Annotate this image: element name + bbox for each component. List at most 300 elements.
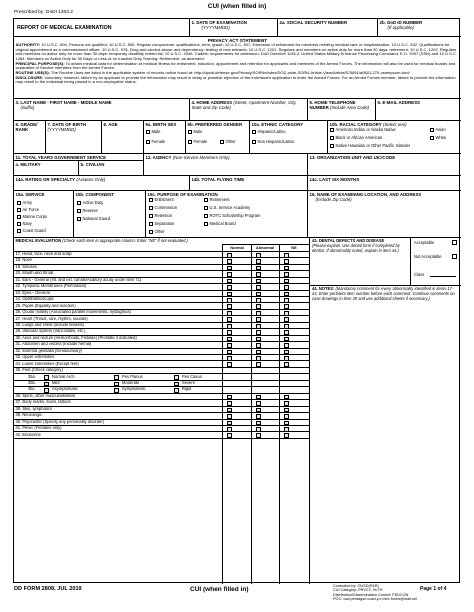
normal-checkbox[interactable] xyxy=(227,427,232,432)
cui-banner-top: CUI (when filled in) xyxy=(207,3,267,10)
normal-checkbox[interactable] xyxy=(227,343,232,348)
feet-option-checkbox[interactable] xyxy=(114,388,119,393)
feet-option-label: Mild xyxy=(52,381,60,385)
dental-label: 43. DENTAL DEFECTS AND DISEASE xyxy=(312,238,385,243)
purpose-retirement[interactable]: Retirement xyxy=(204,198,230,203)
ne-checkbox[interactable] xyxy=(284,433,289,438)
gender-other[interactable]: Other xyxy=(220,140,236,145)
exam-location-sub: (Include Zip Code) xyxy=(315,196,352,202)
rating-sub: (Aviators Only) xyxy=(76,176,106,182)
organization-field[interactable] xyxy=(308,154,461,176)
exam-item-label: 20. Mouth and throat xyxy=(15,271,54,276)
purpose-enlistment[interactable]: Enlistment xyxy=(149,198,174,203)
ne-checkbox[interactable] xyxy=(284,337,289,342)
ethnic-non-hispanic[interactable]: Non Hispanic/Latino xyxy=(252,140,294,145)
feet-option-checkbox[interactable] xyxy=(174,382,179,387)
purpose-other[interactable]: Other xyxy=(149,230,165,235)
dental-defects-field[interactable] xyxy=(310,238,461,286)
service-army[interactable]: Army xyxy=(17,201,32,206)
feet-row xyxy=(14,375,310,381)
routine-label: ROUTINE USE(S): xyxy=(15,69,50,75)
exam-location-label: 16. NAME OF EXAMINING LOCATION, AND ADDRESS xyxy=(309,191,422,197)
abnormal-checkbox[interactable] xyxy=(256,279,261,284)
dental-not-acceptable-checkbox[interactable] xyxy=(452,254,457,259)
poc-email: POC: osd.pentagon.ousd-p-r.mbx.forms@mail.mil xyxy=(333,597,417,602)
ne-checkbox[interactable] xyxy=(284,408,289,413)
civilian-years-field[interactable] xyxy=(79,161,144,176)
exam-item-label: 22. Tympanic Membranes (Perforation) xyxy=(15,284,87,289)
home-telephone-label: 5. HOME TELEPHONE NUMBER xyxy=(309,99,356,110)
ethnic-hispanic[interactable]: Hispanic/Latino xyxy=(252,130,286,135)
abnormal-checkbox[interactable] xyxy=(256,317,261,322)
exam-item-label: 40. Psychiatric (Specify any personality disorder) xyxy=(15,419,105,424)
checkbox-icon xyxy=(204,198,208,202)
agency-sub: (Non-Service Members Only) xyxy=(172,154,230,160)
race-asian[interactable]: Asian xyxy=(430,128,446,133)
checkbox-icon xyxy=(17,201,21,205)
normal-checkbox[interactable] xyxy=(227,298,232,303)
abnormal-checkbox[interactable] xyxy=(256,414,261,419)
exam-row xyxy=(14,362,310,368)
ethnic-category-label: 10a. ETHNIC CATEGORY xyxy=(251,121,304,127)
exam-row xyxy=(14,400,310,406)
ne-checkbox[interactable] xyxy=(284,311,289,316)
checkbox-icon xyxy=(220,140,224,144)
race-pacific-islander[interactable]: Native Hawaiian or Other Pacific Islander xyxy=(330,144,410,149)
service-navy[interactable]: Navy xyxy=(17,222,32,227)
component-active-duty[interactable]: Active Duty xyxy=(77,201,103,206)
normal-checkbox[interactable] xyxy=(227,304,232,309)
service-air-force[interactable]: Air Force xyxy=(17,208,39,213)
ne-checkbox[interactable] xyxy=(284,279,289,284)
exam-row xyxy=(14,426,310,432)
abnormal-checkbox[interactable] xyxy=(256,266,261,271)
date-of-exam-label: 1. DATE OF EXAMINATION xyxy=(191,19,247,25)
abnormal-checkbox[interactable] xyxy=(256,356,261,361)
abnormal-checkbox[interactable] xyxy=(256,362,261,367)
exam-row xyxy=(14,252,310,258)
disclosure-text: Voluntary; however, failure by an applicant to provide the information may result in delay or possible rejection of the individual's application to enter the Armed Forces. For an Armed Forces member, failure to provide the information may result in the individual being placed in a non-deployable status. xyxy=(15,74,456,85)
abnormal-checkbox[interactable] xyxy=(256,292,261,297)
age-field[interactable] xyxy=(102,121,144,154)
race-black[interactable]: Black or African American xyxy=(330,136,382,141)
ssn-field[interactable] xyxy=(278,19,378,37)
dental-class-label: Class xyxy=(414,272,425,277)
checkbox-icon xyxy=(149,222,153,226)
abnormal-checkbox[interactable] xyxy=(256,285,261,290)
preferred-gender-label: 9b. PREFERRED GENDER xyxy=(187,121,243,127)
exam-item-label: 28. Lungs and chest (Include breasts) xyxy=(15,322,84,327)
authority-label: AUTHORITY: xyxy=(15,41,41,47)
total-flying-time-field[interactable] xyxy=(190,176,308,191)
normal-checkbox[interactable] xyxy=(227,311,232,316)
cui-category: CUI Category: PRVCY, HLTH xyxy=(333,588,383,593)
normal-checkbox[interactable] xyxy=(227,259,232,264)
service-group xyxy=(14,191,74,238)
ne-checkbox[interactable] xyxy=(284,259,289,264)
normal-checkbox[interactable] xyxy=(227,324,232,329)
abnormal-checkbox[interactable] xyxy=(256,259,261,264)
dod-id-label: 2b. DoD ID NUMBER xyxy=(379,19,423,25)
birth-sex-group xyxy=(144,121,186,154)
exam-item-label: 29. Vascular system (Varicosities, etc.) xyxy=(15,329,86,334)
exam-row xyxy=(14,323,310,329)
ne-checkbox[interactable] xyxy=(284,421,289,426)
birth-sex-male[interactable]: Male xyxy=(146,130,160,135)
checkbox-icon xyxy=(204,222,208,226)
exam-item-label: 38. Skin, lymphatics xyxy=(15,406,52,411)
normal-checkbox[interactable] xyxy=(227,433,232,438)
normal-checkbox[interactable] xyxy=(227,414,232,419)
exam-row xyxy=(14,368,310,374)
checkbox-icon xyxy=(204,214,208,218)
privacy-heading: PRIVACY ACT STATEMENT xyxy=(207,37,268,43)
home-address-field[interactable] xyxy=(190,99,308,121)
purpose-separation[interactable]: Separation xyxy=(149,222,174,227)
grade-field[interactable] xyxy=(14,121,46,154)
flying-time-label: 14b. TOTAL FLYING TIME xyxy=(191,176,245,182)
dod-id-field[interactable] xyxy=(378,19,461,37)
notes-field[interactable] xyxy=(310,286,461,584)
military-years-field[interactable] xyxy=(14,161,79,176)
normal-checkbox[interactable] xyxy=(227,401,232,406)
race-american-indian[interactable]: American Indian or Alaska Native xyxy=(330,128,396,133)
notes-text: (Mandatory comment for every abnormality identified in items 17 - 43. Enter pertinent item number before each comment. Continue comments on case drawings in item 39 and use additional sheets if necessary.) xyxy=(312,286,455,301)
normal-checkbox[interactable] xyxy=(227,408,232,413)
exam-item-label: 32. External genitalia (Genitourinary) xyxy=(15,348,83,353)
exam-item-label: 42. Endocrine xyxy=(15,432,41,437)
exam-item-label: 37. Body marks, scars, tattoos xyxy=(15,400,71,405)
cui-banner-bottom: CUI (when filled in) xyxy=(190,586,249,593)
abnormal-checkbox[interactable] xyxy=(256,343,261,348)
ne-checkbox[interactable] xyxy=(284,330,289,335)
exam-row xyxy=(14,407,310,413)
exam-item-label: 19. Sinuses xyxy=(15,264,37,269)
normal-checkbox[interactable] xyxy=(227,272,232,277)
service-marine-corps[interactable]: Marine Corps xyxy=(17,215,47,220)
abnormal-checkbox[interactable] xyxy=(256,324,261,329)
email-label: 5. E-MAIL ADDRESS xyxy=(377,99,420,105)
exam-item-label: 36. Spine, other musculoskeletal xyxy=(15,393,75,398)
component-label: 15b. COMPONENT xyxy=(75,191,115,197)
eval-label: MEDICAL EVALUATION xyxy=(15,238,62,243)
checkbox-icon xyxy=(17,222,21,226)
checkbox-icon xyxy=(204,206,208,210)
checkbox-icon xyxy=(149,198,153,202)
exam-item-label: 30. Anus and rectum (Hemorrhoids, Fistulae) (Prostate if indicated) xyxy=(15,335,137,340)
checkbox-icon xyxy=(146,130,150,134)
gender-male[interactable]: Male xyxy=(188,130,202,135)
checkbox-icon xyxy=(149,214,153,218)
ne-checkbox[interactable] xyxy=(284,350,289,355)
home-address-label: 4. HOME ADDRESS xyxy=(191,99,233,105)
ne-checkbox[interactable] xyxy=(284,356,289,361)
exam-item-label: 17. Head, face, neck and scalp xyxy=(15,252,72,256)
feet-option-checkbox[interactable] xyxy=(44,382,49,387)
feet-option-checkbox[interactable] xyxy=(114,382,119,387)
ne-checkbox[interactable] xyxy=(284,272,289,277)
exam-row xyxy=(14,310,310,316)
routine-text: The Routine Uses are listed in the applicable system of records notice found at: http://dpcld.defense.gov/Privacy/SORNsIndex/DOD-wide-SORN-Article-View/Article/570651/a0601-270-usmepcom-dod/ xyxy=(50,69,410,75)
feet-option-label: Symptomatic xyxy=(122,387,146,392)
abnormal-checkbox[interactable] xyxy=(256,401,261,406)
abnormal-checkbox[interactable] xyxy=(256,427,261,432)
ne-checkbox[interactable] xyxy=(284,401,289,406)
name-label: 3. LAST NAME - FIRST NAME - MIDDLE NAME xyxy=(15,99,112,105)
normal-checkbox[interactable] xyxy=(227,337,232,342)
purpose-of-exam-group xyxy=(146,191,308,238)
home-telephone-sub: (Include Area Code) xyxy=(330,104,370,110)
exam-row xyxy=(14,336,310,342)
abnormal-checkbox[interactable] xyxy=(256,330,261,335)
last-six-months-label: 14c. LAST SIX MONTHS xyxy=(309,176,360,182)
exam-row xyxy=(14,291,310,297)
exam-row xyxy=(14,265,310,271)
dental-text: (Please explain. Use dental form if completed by dentist. If abnormality noted, explain in item 44.) xyxy=(312,242,400,253)
eval-sub: (Check each item in appropriate column. Enter "NE" if not evaluated.) xyxy=(62,238,188,243)
ne-checkbox[interactable] xyxy=(284,266,289,271)
normal-checkbox[interactable] xyxy=(227,279,232,284)
abnormal-checkbox[interactable] xyxy=(256,408,261,413)
exam-row xyxy=(14,342,310,348)
component-group xyxy=(74,191,146,238)
ne-checkbox[interactable] xyxy=(284,317,289,322)
normal-checkbox[interactable] xyxy=(227,285,232,290)
exam-item-label: 21. Ears - General (Int. and ext. canals/Auditory acuity under item 71) xyxy=(15,277,142,282)
checkbox-icon xyxy=(149,230,153,234)
abnormal-checkbox[interactable] xyxy=(256,272,261,277)
prescribed-by: Prescribed by: DoDI 1304.2 xyxy=(14,10,73,15)
controlled-by: Controlled by: OUSD(P&R) xyxy=(333,584,379,588)
exam-item-label: 34. Lower extremities (Except feet) xyxy=(15,361,79,366)
dob-sub: (YYYYMMDD) xyxy=(47,126,76,132)
ne-checkbox[interactable] xyxy=(284,414,289,419)
feet-option-label: Asymptomatic xyxy=(52,387,78,392)
feet-option-label: Severe xyxy=(182,381,195,385)
form-title: REPORT OF MEDICAL EXAMINATION xyxy=(14,19,190,37)
dob-label: 7. DATE OF BIRTH xyxy=(47,121,86,127)
dental-acceptable[interactable]: Acceptable xyxy=(414,240,435,245)
checkbox-icon xyxy=(430,128,434,132)
preferred-gender-group xyxy=(186,121,250,154)
checkbox-icon xyxy=(17,215,21,219)
rating-specialty-field[interactable] xyxy=(14,176,190,191)
exam-item-label: 23. Eyes - General xyxy=(15,290,50,295)
purpose-service-academy[interactable]: U.S. Service Academy xyxy=(204,206,250,211)
ne-checkbox[interactable] xyxy=(284,253,289,258)
normal-checkbox[interactable] xyxy=(227,395,232,400)
checkbox-icon xyxy=(77,217,81,221)
date-of-birth-field[interactable] xyxy=(46,121,102,154)
checkbox-icon xyxy=(77,201,81,205)
exam-row xyxy=(14,413,310,419)
years-service-label: 11. TOTAL YEARS GOVERNMENT SERVICE xyxy=(14,154,144,161)
col-normal-header: Normal xyxy=(230,245,244,250)
feet-option-label: Moderate xyxy=(122,381,140,385)
purpose-label: PRINCIPAL PURPOSE(S): xyxy=(15,60,65,66)
checkbox-icon xyxy=(17,208,21,212)
name-field[interactable] xyxy=(14,99,190,121)
feet-option-label: Pes Planus xyxy=(122,374,143,379)
exam-row xyxy=(14,394,310,400)
component-national-guard[interactable]: National Guard xyxy=(77,217,110,222)
abnormal-checkbox[interactable] xyxy=(256,304,261,309)
service-coast-guard[interactable]: Coast Guard xyxy=(17,229,46,234)
abnormal-checkbox[interactable] xyxy=(256,298,261,303)
ne-checkbox[interactable] xyxy=(284,304,289,309)
organization-label: 13. ORGANIZATION UNIT AND UIC/CODE xyxy=(309,154,396,160)
ne-checkbox[interactable] xyxy=(284,395,289,400)
birth-sex-label: 9a. BIRTH SEX xyxy=(145,121,177,127)
date-of-exam-sub: (YYYYMMDD) xyxy=(201,24,230,30)
ne-checkbox[interactable] xyxy=(284,343,289,348)
home-address-sub: (Street, Apartment Number, City, State and Zip Code) xyxy=(191,99,297,110)
birth-sex-female[interactable]: Female xyxy=(146,140,165,145)
feet-row xyxy=(14,381,310,387)
racial-category-sub: (Select one) xyxy=(382,121,407,127)
abnormal-checkbox[interactable] xyxy=(256,337,261,342)
exam-item-label: 35. Feet (Check category) xyxy=(15,368,63,373)
ne-checkbox[interactable] xyxy=(284,427,289,432)
exam-item-label: 41. Pelvic (Females only) xyxy=(15,426,62,431)
racial-category-label: 10b. RACIAL CATEGORY xyxy=(329,121,382,127)
purpose-commission[interactable]: Commission xyxy=(149,206,177,211)
normal-checkbox[interactable] xyxy=(227,362,232,367)
dental-not-acceptable[interactable]: Not Acceptable xyxy=(414,254,442,259)
feet-row-label: 35b. xyxy=(28,381,36,385)
disclosure-label: DISCLOSURE: xyxy=(15,74,44,80)
military-label: a. MILITARY xyxy=(15,161,41,167)
abnormal-checkbox[interactable] xyxy=(256,253,261,258)
feet-option-checkbox[interactable] xyxy=(174,375,179,380)
dental-acceptable-checkbox[interactable] xyxy=(452,240,457,245)
rating-label: 14a. RATING OR SPECIALTY xyxy=(15,176,76,182)
agency-field[interactable] xyxy=(144,154,308,176)
page-number: Page 1 of 4 xyxy=(420,586,447,592)
exam-row xyxy=(14,420,310,426)
purpose-retention[interactable]: Retention xyxy=(149,214,172,219)
ne-checkbox[interactable] xyxy=(284,298,289,303)
purpose-rotc[interactable]: ROTC Scholarship Program xyxy=(204,214,260,219)
col-ne-header: NE xyxy=(291,245,297,250)
exam-row xyxy=(14,349,310,355)
abnormal-checkbox[interactable] xyxy=(256,350,261,355)
normal-checkbox[interactable] xyxy=(227,330,232,335)
ethnic-category-group xyxy=(250,121,328,154)
purpose-medical-board[interactable]: Medical Board xyxy=(204,222,236,227)
component-reserve[interactable]: Reserve xyxy=(77,209,98,214)
civilian-label: b. CIVILIAN xyxy=(80,161,105,167)
gender-female[interactable]: Female xyxy=(188,140,207,145)
feet-option-label: Normal Arch xyxy=(52,374,75,379)
feet-row xyxy=(14,387,310,393)
email-field[interactable] xyxy=(376,99,461,121)
date-of-exam-field[interactable] xyxy=(190,19,278,37)
agency-label: 12. AGENCY xyxy=(145,154,172,160)
exam-item-label: 31. Abdomen and viscera (Include hernia) xyxy=(15,342,92,347)
normal-checkbox[interactable] xyxy=(227,292,232,297)
form-number: DD FORM 2808, JUL 2019 xyxy=(14,586,82,592)
ne-checkbox[interactable] xyxy=(284,285,289,290)
exam-item-label: 27. Heart (Thrust, size, rhythm, sounds) xyxy=(15,316,88,321)
dental-class-input[interactable] xyxy=(430,276,456,277)
purpose-label: 15c. PURPOSE OF EXAMINATION xyxy=(147,191,218,197)
feet-option-label: Rigid xyxy=(182,387,192,392)
feet-option-checkbox[interactable] xyxy=(114,375,119,380)
exam-item-label: 33. Upper extremities xyxy=(15,355,55,360)
normal-checkbox[interactable] xyxy=(227,356,232,361)
ne-checkbox[interactable] xyxy=(284,324,289,329)
normal-checkbox[interactable] xyxy=(227,317,232,322)
abnormal-checkbox[interactable] xyxy=(256,433,261,438)
exam-row xyxy=(14,271,310,277)
medical-evaluation-table xyxy=(14,238,310,584)
dod-id-sub: (If applicable) xyxy=(387,24,414,30)
exam-item-label: 39. Neurologic xyxy=(15,413,42,418)
name-sub: (Suffix) xyxy=(20,104,35,110)
privacy-act-statement xyxy=(14,37,461,99)
medical-exam-form xyxy=(13,18,460,583)
checkbox-icon xyxy=(252,130,256,134)
control-block xyxy=(333,584,417,601)
exam-row xyxy=(14,297,310,303)
authority-text: 10 U.S.C. 504, Persons not qualified; 10 U.S.C. 505, Regular components: qualifications, term, grade; 10 U.S.C. 507, Extension of enlistment for members needing medical care or hospitalization; 10 U.S.C. 532, Qualifications for original appointment as a commissioned officer; 10 U.S.C. 978, Drug and alcohol abuse and dependency: testing of new entrants; 10 U.S.C. 1201, Regulars and members on active duty for more than 30 days: retirement; 10 U.S.C. 1202, Regulars and members on active duty for more than 30 days: temporary disability retired list; 10 U.S.C. 4346, Cadets: requirements for admission; DoD Directive 1145.2, United States Military Entrance Processing Command; E.O. 9397 (SSN) and 10 U.S.C. 1264, Members on Active Duty for 30 Days or Less or on Inactive Duty Training: Retirement, as amended. xyxy=(15,41,457,61)
purpose-text: To obtain medical data for determination of medical fitness for enlistment, induction, appointment and retention for applicants and members of the Armed Forces. The information will also be used for medical boards and separation of Service members from the Armed Forces. xyxy=(15,60,456,71)
race-white[interactable]: White xyxy=(430,136,446,141)
exam-item-label: 26. Ocular motility (Associated parallel movements, nystagmus) xyxy=(15,310,131,315)
checkbox-icon xyxy=(330,128,334,132)
grade-label: 6. GRADE/ RANK xyxy=(15,121,38,132)
feet-option-checkbox[interactable] xyxy=(174,388,179,393)
exam-location-field[interactable] xyxy=(308,191,461,238)
exam-row xyxy=(14,284,310,290)
exam-item-label: 18. Nose xyxy=(15,258,32,263)
checkbox-icon xyxy=(188,130,192,134)
exam-row xyxy=(14,258,310,264)
normal-checkbox[interactable] xyxy=(227,266,232,271)
normal-checkbox[interactable] xyxy=(227,350,232,355)
exam-row xyxy=(14,304,310,310)
exam-row xyxy=(14,433,310,439)
checkbox-icon xyxy=(149,206,153,210)
service-label: 15a. SERVICE xyxy=(15,191,45,197)
notes-label: 44. NOTES: xyxy=(312,286,335,291)
last-six-months-field[interactable] xyxy=(308,176,461,191)
ne-checkbox[interactable] xyxy=(284,292,289,297)
feet-row-label: 35a. xyxy=(28,374,36,379)
abnormal-checkbox[interactable] xyxy=(256,395,261,400)
normal-checkbox[interactable] xyxy=(227,253,232,258)
distribution-control: Distribution/Dissemination Control: FEDCON xyxy=(333,592,409,597)
home-telephone-field[interactable] xyxy=(308,99,376,121)
checkbox-icon xyxy=(330,144,334,148)
feet-option-checkbox[interactable] xyxy=(44,388,49,393)
ssn-label: 2a. SOCIAL SECURITY NUMBER xyxy=(279,19,348,25)
feet-row-label: 35c. xyxy=(28,387,36,392)
racial-category-group xyxy=(328,121,461,154)
checkbox-icon xyxy=(17,229,21,233)
exam-row xyxy=(14,355,310,361)
checkbox-icon xyxy=(430,136,434,140)
checkbox-icon xyxy=(252,140,256,144)
normal-checkbox[interactable] xyxy=(227,421,232,426)
feet-option-checkbox[interactable] xyxy=(44,375,49,380)
exam-row xyxy=(14,278,310,284)
abnormal-checkbox[interactable] xyxy=(256,421,261,426)
ne-checkbox[interactable] xyxy=(284,362,289,367)
checkbox-icon xyxy=(146,140,150,144)
abnormal-checkbox[interactable] xyxy=(256,311,261,316)
